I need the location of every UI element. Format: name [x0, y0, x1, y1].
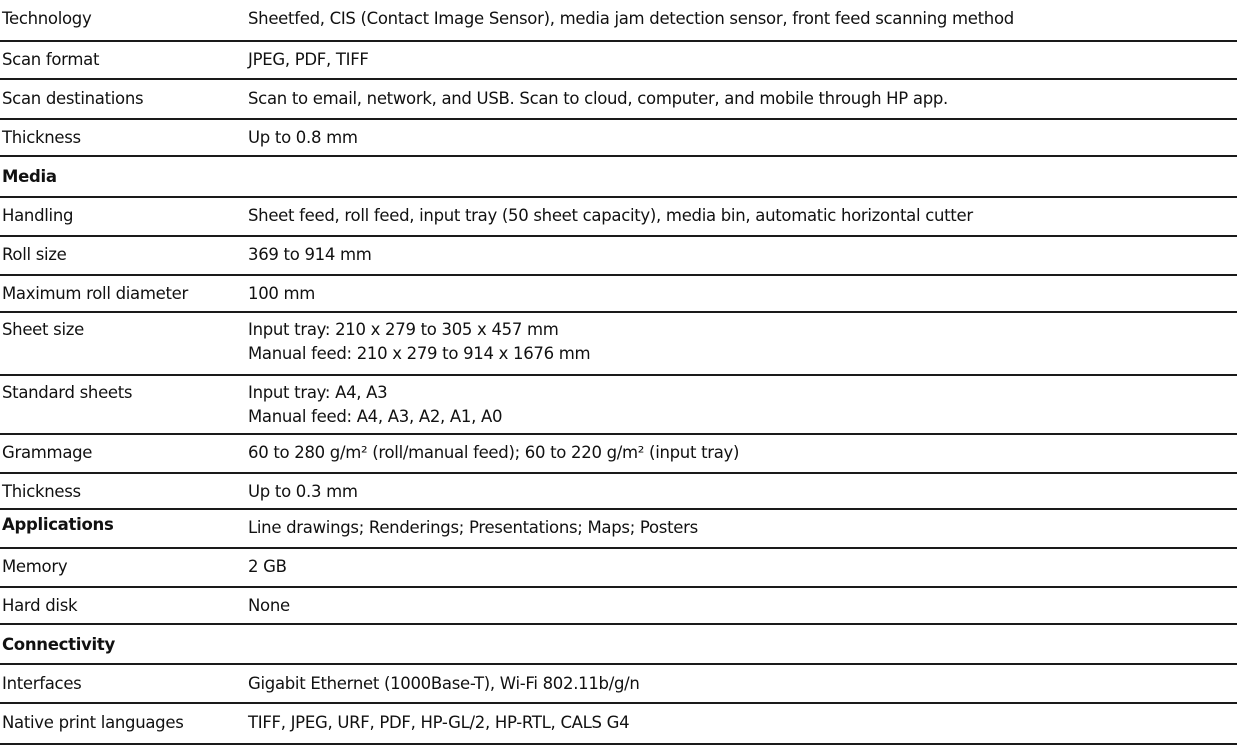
- spec-label: Hard disk: [2, 596, 78, 615]
- spec-label: Native print languages: [2, 713, 184, 732]
- spec-label: Interfaces: [2, 674, 82, 693]
- spec-label: Standard sheets: [2, 383, 133, 402]
- spec-label: Roll size: [2, 245, 67, 264]
- spec-value-line: 2 GB: [248, 557, 287, 576]
- spec-value-line: Up to 0.8 mm: [248, 128, 358, 147]
- spec-value-line: 100 mm: [248, 284, 316, 303]
- row-divider: [0, 743, 1237, 745]
- spec-value-line: Sheetfed, CIS (Contact Image Sensor), media jam detection sensor, front feed scanning method: [248, 9, 1014, 28]
- spec-value-line: 369 to 914 mm: [248, 245, 372, 264]
- section-heading: Connectivity: [2, 635, 115, 654]
- spec-value-line: 60 to 280 g/m² (roll/manual feed); 60 to 220 g/m² (input tray): [248, 443, 740, 462]
- spec-value-line: None: [248, 596, 290, 615]
- spec-value: [248, 711, 629, 735]
- spec-label: Sheet size: [2, 320, 84, 339]
- spec-label: Handling: [2, 206, 74, 225]
- spec-value-line: Manual feed: A4, A3, A2, A1, A0: [248, 407, 503, 426]
- spec-value-line: Up to 0.3 mm: [248, 482, 358, 501]
- spec-value-line: Input tray: A4, A3: [248, 383, 388, 402]
- spec-label: Technology: [2, 9, 92, 28]
- spec-label: Grammage: [2, 443, 93, 462]
- spec-label: Scan destinations: [2, 89, 144, 108]
- spec-value-line: Manual feed: 210 x 279 to 914 x 1676 mm: [248, 344, 591, 363]
- section-heading: Media: [2, 167, 57, 186]
- spec-label: Memory: [2, 557, 68, 576]
- spec-label: Thickness: [2, 128, 81, 147]
- spec-value-line: Line drawings; Renderings; Presentations; Maps; Posters: [248, 518, 698, 537]
- spec-value-line: Sheet feed, roll feed, input tray (50 sheet capacity), media bin, automatic horizontal cutter: [248, 206, 973, 225]
- spec-label: Maximum roll diameter: [2, 284, 188, 303]
- spec-value-line: Input tray: 210 x 279 to 305 x 457 mm: [248, 320, 559, 339]
- section-heading: Applications: [2, 515, 114, 534]
- spec-label: Thickness: [2, 482, 81, 501]
- spec-value-line: JPEG, PDF, TIFF: [248, 50, 369, 69]
- spec-label: Scan format: [2, 50, 100, 69]
- spec-value-line: TIFF, JPEG, URF, PDF, HP-GL/2, HP-RTL, CALS G4: [248, 713, 630, 732]
- spec-value-line: Scan to email, network, and USB. Scan to cloud, computer, and mobile through HP app.: [248, 89, 948, 108]
- spec-value-line: Gigabit Ethernet (1000Base-T), Wi-Fi 802.11b/g/n: [248, 674, 640, 693]
